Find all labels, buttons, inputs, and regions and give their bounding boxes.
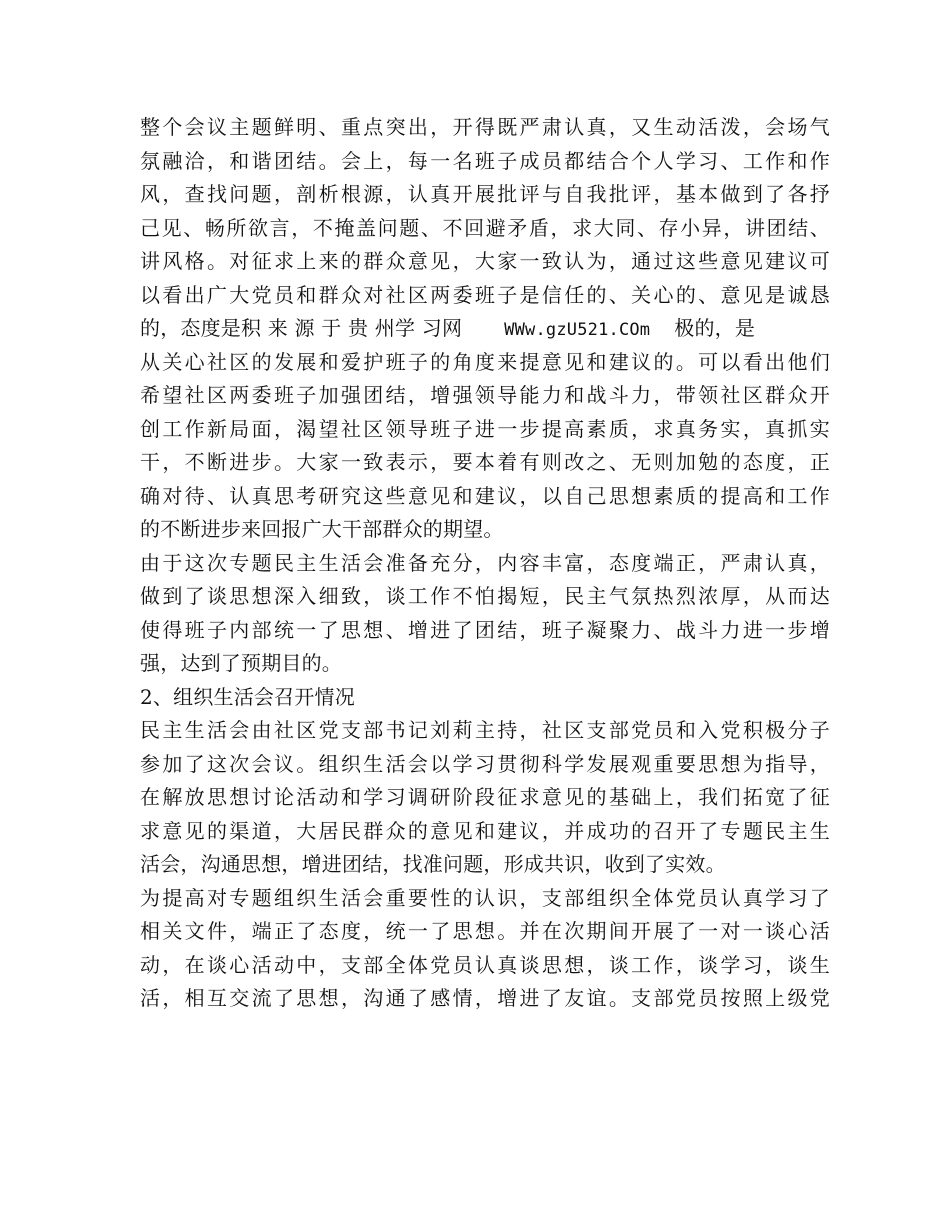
text-line-10: 创工作新局面，渴望社区领导班子进一步提高素质，求真务实，真抓实 (140, 416, 830, 441)
text-line-5: 讲风格。对征求上来的群众意见，大家一致认为，通过这些意见建议可 (140, 249, 830, 273)
text-line-24: 为提高对专题组织生活会重要性的认识，支部组织全体党员认真学习了 (140, 885, 830, 910)
text-line-11: 干，不断进步。大家一致表示，要本着有则改之、无则加勉的态度，正 (140, 450, 830, 474)
text-line-7-end: 极的，是 (674, 316, 756, 340)
text-line-8: 从关心社区的发展和爱护班子的角度来提意见和建议的。可以看出他们 (140, 349, 830, 374)
text-line-7-start: 的，态度是积 来 源 于 贵 州学 习网 (140, 316, 463, 340)
text-line-21: 在解放思想讨论活动和学习调研阶段征求意见的基础上，我们拓宽了征 (140, 785, 830, 809)
text-line-20: 参加了这次会议。组织生活会以学习贯彻科学发展观重要思想为指导， (140, 751, 830, 776)
text-line-1: 整个会议主题鲜明、重点突出，开得既严肃认真，又生动活泼，会场气 (140, 115, 830, 139)
section-heading: 2、组织生活会召开情况 (140, 684, 355, 709)
text-line-19: 民主生活会由社区党支部书记刘莉主持，社区支部党员和入党积极分子 (140, 718, 830, 742)
text-line-17: 强，达到了预期目的。 (140, 651, 342, 675)
text-line-23: 活会，沟通思想，增进团结，找准问题，形成共识，收到了实效。 (140, 852, 726, 876)
text-line-13: 的不断进步来回报广大干部群众的期望。 (140, 517, 504, 541)
text-line-16: 使得班子内部统一了思想、增进了团结，班子凝聚力、战斗力进一步增 (140, 617, 830, 642)
text-line-3: 风，查找问题，剖析根源，认真开展批评与自我批评，基本做到了各抒 (140, 182, 830, 206)
text-line-4: 己见、畅所欲言，不掩盖问题、不回避矛盾，求大同、存小异，讲团结、 (140, 215, 830, 240)
text-line-12: 确对待、认真思考研究这些意见和建议，以自己思想素质的提高和工作 (140, 483, 830, 508)
text-line-27: 活，相互交流了思想，沟通了感情，增进了友谊。支部党员按照上级党 (140, 986, 830, 1010)
source-url: WWw.gzU521.COm (504, 320, 651, 340)
text-line-26: 动，在谈心活动中，支部全体党员认真谈思想，谈工作，谈学习，谈生 (140, 952, 830, 977)
text-line-14: 由于这次专题民主生活会准备充分，内容丰富，态度端正，严肃认真， (140, 550, 830, 575)
text-line-25: 相关文件，端正了态度，统一了思想。并在次期间开展了一对一谈心活 (140, 919, 830, 943)
text-line-6: 以看出广大党员和群众对社区两委班子是信任的、关心的、意见是诚恳 (140, 282, 830, 307)
text-line-2: 氛融洽，和谐团结。会上，每一名班子成员都结合个人学习、工作和作 (140, 148, 830, 173)
text-line-15: 做到了谈思想深入细致，谈工作不怕揭短，民主气氛热烈浓厚，从而达 (140, 584, 830, 608)
document-body (140, 111, 830, 1016)
text-line-22: 求意见的渠道，大居民群众的意见和建议，并成功的召开了专题民主生 (140, 818, 830, 843)
text-line-9: 希望社区两委班子加强团结，增强领导能力和战斗力，带领社区群众开 (140, 383, 830, 407)
text-line-7 (140, 312, 830, 346)
